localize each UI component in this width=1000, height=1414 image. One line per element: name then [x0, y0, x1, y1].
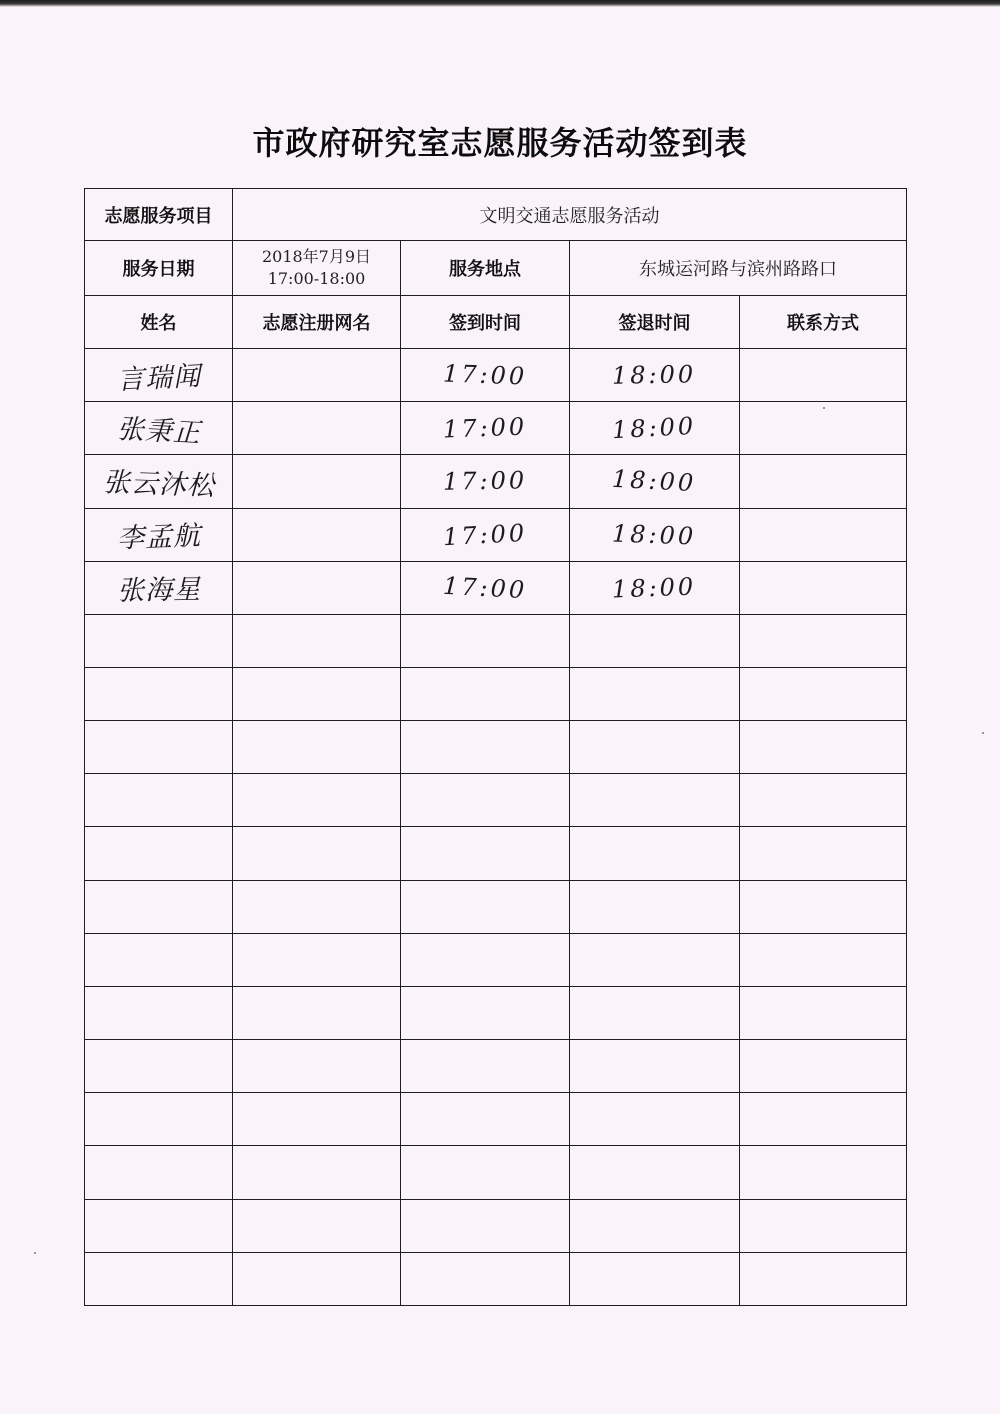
column-header-checkout: 签退时间: [570, 295, 740, 348]
checkout-time-cell[interactable]: [570, 561, 740, 614]
signature-name-cell[interactable]: [85, 402, 233, 455]
column-header-row: [85, 295, 907, 348]
checkout-time: 18:00: [611, 572, 698, 604]
registered-username-cell[interactable]: [233, 880, 401, 933]
registered-username-cell[interactable]: [233, 721, 401, 774]
registered-username-cell[interactable]: [233, 614, 401, 667]
checkin-time-cell[interactable]: [401, 1252, 570, 1305]
registered-username-cell[interactable]: [233, 455, 401, 508]
contact-info-cell[interactable]: [740, 774, 907, 827]
checkout-time-cell[interactable]: [570, 1146, 740, 1199]
checkin-time-cell[interactable]: [401, 827, 570, 880]
signature-name-cell[interactable]: [85, 933, 233, 986]
signature-name-cell[interactable]: [85, 508, 233, 561]
page-title: 市政府研究室志愿服务活动签到表: [252, 124, 748, 162]
checkin-time: 17:00: [442, 466, 528, 497]
signature-name-cell[interactable]: [85, 827, 233, 880]
checkin-time-cell[interactable]: [401, 508, 570, 561]
checkout-time-cell[interactable]: [570, 508, 740, 561]
registered-username-cell[interactable]: [233, 1146, 401, 1199]
table-row: [85, 561, 907, 614]
registered-username-cell[interactable]: [233, 986, 401, 1039]
contact-info-cell[interactable]: [740, 561, 907, 614]
registered-username-cell[interactable]: [233, 1093, 401, 1146]
date-value-day: 2018年7月9日: [261, 247, 372, 267]
project-value[interactable]: 文明交通志愿服务活动: [233, 189, 907, 241]
location-label: 服务地点: [401, 241, 570, 295]
checkin-time: 17:00: [442, 359, 528, 391]
checkout-time: 18:00: [612, 360, 697, 390]
checkin-time-cell[interactable]: [401, 1040, 570, 1093]
signature-name-cell[interactable]: [85, 880, 233, 933]
table-row: [85, 508, 907, 561]
scan-speck: [34, 1252, 36, 1254]
registered-username-cell[interactable]: [233, 1199, 401, 1252]
checkin-time-cell[interactable]: [401, 1093, 570, 1146]
checkout-time-cell[interactable]: [570, 614, 740, 667]
checkout-time-cell[interactable]: [570, 880, 740, 933]
table-row: [85, 614, 907, 667]
column-header-contact: 联系方式: [740, 295, 907, 348]
signature-name: 张云沐松: [101, 467, 215, 502]
signature-name: 言瑞闻: [115, 360, 202, 396]
checkout-time: 18:00: [611, 412, 698, 445]
registered-username-cell[interactable]: [233, 827, 401, 880]
table-row: [85, 349, 907, 402]
checkout-time-cell[interactable]: [570, 1199, 740, 1252]
registered-username-cell[interactable]: [233, 508, 401, 561]
checkin-time-cell[interactable]: [401, 349, 570, 402]
contact-info-cell[interactable]: [740, 1199, 907, 1252]
signature-name-cell[interactable]: [85, 668, 233, 721]
checkout-time-cell[interactable]: [570, 1093, 740, 1146]
checkin-time-cell[interactable]: [401, 880, 570, 933]
scan-speck: [823, 407, 825, 409]
checkin-time-cell[interactable]: [401, 455, 570, 508]
signature-name: 张秉正: [115, 413, 202, 449]
signature-name-cell[interactable]: [85, 1040, 233, 1093]
column-header-username: 志愿注册网名: [233, 295, 401, 348]
contact-info-cell[interactable]: [740, 508, 907, 561]
contact-info-cell[interactable]: [740, 827, 907, 880]
checkout-time-cell[interactable]: [570, 933, 740, 986]
checkout-time: 18:00: [611, 465, 698, 498]
contact-info-cell[interactable]: [740, 986, 907, 1039]
signature-name-cell[interactable]: [85, 455, 233, 508]
registered-username-cell[interactable]: [233, 933, 401, 986]
checkin-time-cell[interactable]: [401, 774, 570, 827]
table-row: [85, 986, 907, 1039]
table-row: [85, 1146, 907, 1199]
registered-username-cell[interactable]: [233, 668, 401, 721]
checkin-time-cell[interactable]: [401, 933, 570, 986]
registered-username-cell[interactable]: [233, 1252, 401, 1305]
contact-info-cell[interactable]: [740, 668, 907, 721]
signature-name-cell[interactable]: [85, 349, 233, 402]
signature-name-cell[interactable]: [85, 986, 233, 1039]
location-value[interactable]: 东城运河路与滨州路路口: [570, 241, 907, 295]
table-row: [85, 1040, 907, 1093]
contact-info-cell[interactable]: [740, 933, 907, 986]
checkin-time-cell[interactable]: [401, 561, 570, 614]
table-row: [85, 668, 907, 721]
signature-name-cell[interactable]: [85, 561, 233, 614]
signature-name: 李孟航: [116, 520, 202, 555]
signature-name-cell[interactable]: [85, 614, 233, 667]
contact-info-cell[interactable]: [740, 721, 907, 774]
contact-info-cell[interactable]: [740, 614, 907, 667]
signature-name: 张海星: [116, 574, 201, 608]
scan-edge-shadow: [0, 0, 1000, 7]
table-row: [85, 455, 907, 508]
checkout-time: 18:00: [611, 519, 698, 551]
checkout-time-cell[interactable]: [570, 1252, 740, 1305]
registered-username-cell[interactable]: [233, 349, 401, 402]
checkin-time-cell[interactable]: [401, 721, 570, 774]
table-row: [85, 1252, 907, 1305]
checkout-time-cell[interactable]: [570, 349, 740, 402]
contact-info-cell[interactable]: [740, 455, 907, 508]
contact-info-cell[interactable]: [740, 349, 907, 402]
checkout-time-cell[interactable]: [570, 1040, 740, 1093]
signature-name-cell[interactable]: [85, 1093, 233, 1146]
signature-name-cell[interactable]: [85, 1199, 233, 1252]
checkout-time-cell[interactable]: [570, 721, 740, 774]
table-row: [85, 827, 907, 880]
checkout-time-cell[interactable]: [570, 986, 740, 1039]
date-location-row: [85, 241, 907, 295]
signature-name-cell[interactable]: [85, 1252, 233, 1305]
registered-username-cell[interactable]: [233, 1040, 401, 1093]
project-row: [85, 189, 907, 241]
checkout-time-cell[interactable]: [570, 827, 740, 880]
date-value[interactable]: [233, 241, 401, 295]
checkout-time-cell[interactable]: [570, 774, 740, 827]
table-row: [85, 774, 907, 827]
project-label: 志愿服务项目: [85, 189, 233, 241]
checkout-time-cell[interactable]: [570, 402, 740, 455]
checkin-time-cell[interactable]: [401, 986, 570, 1039]
column-header-checkin: 签到时间: [401, 295, 570, 348]
contact-info-cell[interactable]: [740, 1146, 907, 1199]
checkin-time: 17:00: [442, 412, 528, 444]
registered-username-cell[interactable]: [233, 774, 401, 827]
date-label: 服务日期: [85, 241, 233, 295]
checkout-time-cell[interactable]: [570, 455, 740, 508]
table-row: [85, 933, 907, 986]
contact-info-cell[interactable]: [740, 402, 907, 455]
sign-in-table: [84, 188, 907, 1306]
signature-name-cell[interactable]: [85, 721, 233, 774]
contact-info-cell[interactable]: [740, 880, 907, 933]
checkout-time-cell[interactable]: [570, 668, 740, 721]
table-row: [85, 721, 907, 774]
signature-name-cell[interactable]: [85, 774, 233, 827]
contact-info-cell[interactable]: [740, 1252, 907, 1305]
registered-username-cell[interactable]: [233, 561, 401, 614]
registered-username-cell[interactable]: [233, 402, 401, 455]
checkin-time-cell[interactable]: [401, 1199, 570, 1252]
checkin-time-cell[interactable]: [401, 1146, 570, 1199]
table-row: [85, 1199, 907, 1252]
checkin-time: 17:00: [442, 571, 528, 604]
table-row: [85, 1093, 907, 1146]
scan-speck: [982, 732, 984, 734]
checkin-time-cell[interactable]: [401, 402, 570, 455]
table-row: [85, 402, 907, 455]
checkin-time: 17:00: [442, 518, 528, 551]
table-row: [85, 880, 907, 933]
checkin-time-cell[interactable]: [401, 668, 570, 721]
date-value-time: 17:00-18:00: [267, 269, 366, 289]
signature-name-cell[interactable]: [85, 1146, 233, 1199]
contact-info-cell[interactable]: [740, 1093, 907, 1146]
contact-info-cell[interactable]: [740, 1040, 907, 1093]
column-header-name: 姓名: [85, 295, 233, 348]
checkin-time-cell[interactable]: [401, 614, 570, 667]
